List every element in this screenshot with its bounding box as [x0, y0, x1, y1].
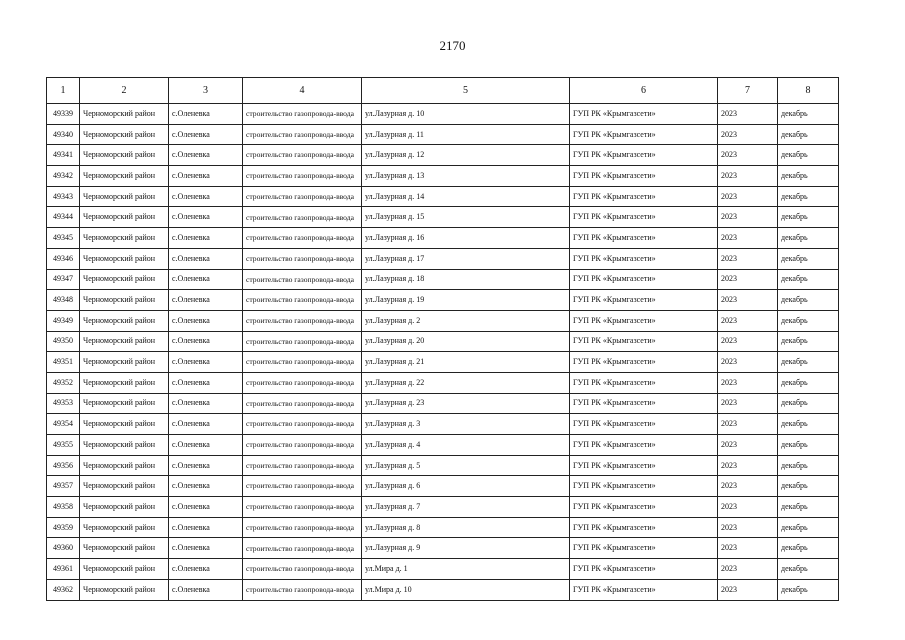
cell-year: 2023: [718, 166, 778, 187]
cell-month: декабрь: [778, 435, 839, 456]
cell-work-type: строительство газопровода-ввода: [243, 228, 362, 249]
cell-record-number: 49348: [47, 290, 80, 311]
cell-year: 2023: [718, 455, 778, 476]
cell-record-number: 49358: [47, 497, 80, 518]
cell-contractor: ГУП РК «Крымгазсети»: [570, 228, 718, 249]
cell-contractor: ГУП РК «Крымгазсети»: [570, 248, 718, 269]
column-header: 3: [169, 78, 243, 104]
cell-work-type: строительство газопровода-ввода: [243, 352, 362, 373]
cell-settlement: с.Оленевка: [169, 579, 243, 600]
cell-month: декабрь: [778, 414, 839, 435]
cell-month: декабрь: [778, 310, 839, 331]
column-header: 7: [718, 78, 778, 104]
column-header: 2: [80, 78, 169, 104]
cell-record-number: 49353: [47, 393, 80, 414]
cell-record-number: 49360: [47, 538, 80, 559]
cell-contractor: ГУП РК «Крымгазсети»: [570, 579, 718, 600]
cell-district: Черноморский район: [80, 497, 169, 518]
cell-district: Черноморский район: [80, 559, 169, 580]
cell-address: ул.Лазурная д. 16: [362, 228, 570, 249]
cell-work-type: строительство газопровода-ввода: [243, 476, 362, 497]
table-row: [47, 579, 839, 600]
cell-month: декабрь: [778, 290, 839, 311]
cell-contractor: ГУП РК «Крымгазсети»: [570, 393, 718, 414]
cell-work-type: строительство газопровода-ввода: [243, 186, 362, 207]
cell-work-type: строительство газопровода-ввода: [243, 104, 362, 125]
cell-contractor: ГУП РК «Крымгазсети»: [570, 414, 718, 435]
cell-district: Черноморский район: [80, 393, 169, 414]
cell-district: Черноморский район: [80, 186, 169, 207]
cell-year: 2023: [718, 331, 778, 352]
cell-address: ул.Лазурная д. 19: [362, 290, 570, 311]
cell-settlement: с.Оленевка: [169, 559, 243, 580]
cell-record-number: 49340: [47, 124, 80, 145]
cell-settlement: с.Оленевка: [169, 166, 243, 187]
cell-district: Черноморский район: [80, 207, 169, 228]
cell-year: 2023: [718, 517, 778, 538]
cell-settlement: с.Оленевка: [169, 455, 243, 476]
table-row: [47, 269, 839, 290]
column-header: 8: [778, 78, 839, 104]
cell-month: декабрь: [778, 579, 839, 600]
page-number: 2170: [439, 38, 466, 53]
cell-address: ул.Мира д. 10: [362, 579, 570, 600]
cell-record-number: 49355: [47, 435, 80, 456]
table-row: [47, 207, 839, 228]
cell-work-type: строительство газопровода-ввода: [243, 455, 362, 476]
cell-settlement: с.Оленевка: [169, 248, 243, 269]
cell-address: ул.Лазурная д. 7: [362, 497, 570, 518]
cell-district: Черноморский район: [80, 290, 169, 311]
cell-district: Черноморский район: [80, 331, 169, 352]
cell-address: ул.Лазурная д. 20: [362, 331, 570, 352]
table-row: [47, 393, 839, 414]
cell-settlement: с.Оленевка: [169, 331, 243, 352]
cell-settlement: с.Оленевка: [169, 207, 243, 228]
cell-address: ул.Лазурная д. 23: [362, 393, 570, 414]
cell-work-type: строительство газопровода-ввода: [243, 269, 362, 290]
cell-month: декабрь: [778, 517, 839, 538]
cell-work-type: строительство газопровода-ввода: [243, 310, 362, 331]
cell-year: 2023: [718, 414, 778, 435]
table-row: [47, 497, 839, 518]
cell-year: 2023: [718, 579, 778, 600]
table-row: [47, 331, 839, 352]
cell-month: декабрь: [778, 207, 839, 228]
column-header: 4: [243, 78, 362, 104]
cell-settlement: с.Оленевка: [169, 435, 243, 456]
cell-settlement: с.Оленевка: [169, 352, 243, 373]
cell-address: ул.Лазурная д. 15: [362, 207, 570, 228]
table-row: [47, 104, 839, 125]
cell-settlement: с.Оленевка: [169, 414, 243, 435]
table-row: [47, 372, 839, 393]
cell-contractor: ГУП РК «Крымгазсети»: [570, 455, 718, 476]
cell-contractor: ГУП РК «Крымгазсети»: [570, 145, 718, 166]
cell-settlement: с.Оленевка: [169, 186, 243, 207]
cell-month: декабрь: [778, 269, 839, 290]
table-header-row: [47, 78, 839, 104]
table-row: [47, 166, 839, 187]
cell-address: ул.Лазурная д. 21: [362, 352, 570, 373]
cell-settlement: с.Оленевка: [169, 104, 243, 125]
cell-record-number: 49349: [47, 310, 80, 331]
table-row: [47, 124, 839, 145]
cell-month: декабрь: [778, 559, 839, 580]
cell-year: 2023: [718, 207, 778, 228]
cell-settlement: с.Оленевка: [169, 145, 243, 166]
cell-month: декабрь: [778, 228, 839, 249]
cell-work-type: строительство газопровода-ввода: [243, 559, 362, 580]
table-row: [47, 310, 839, 331]
cell-address: ул.Лазурная д. 14: [362, 186, 570, 207]
cell-year: 2023: [718, 559, 778, 580]
cell-record-number: 49354: [47, 414, 80, 435]
cell-address: ул.Мира д. 1: [362, 559, 570, 580]
cell-district: Черноморский район: [80, 414, 169, 435]
cell-address: ул.Лазурная д. 22: [362, 372, 570, 393]
cell-address: ул.Лазурная д. 13: [362, 166, 570, 187]
cell-work-type: строительство газопровода-ввода: [243, 290, 362, 311]
cell-address: ул.Лазурная д. 2: [362, 310, 570, 331]
cell-month: декабрь: [778, 166, 839, 187]
cell-address: ул.Лазурная д. 9: [362, 538, 570, 559]
cell-work-type: строительство газопровода-ввода: [243, 207, 362, 228]
cell-district: Черноморский район: [80, 476, 169, 497]
cell-record-number: 49343: [47, 186, 80, 207]
table-row: [47, 455, 839, 476]
cell-year: 2023: [718, 228, 778, 249]
cell-contractor: ГУП РК «Крымгазсети»: [570, 124, 718, 145]
cell-address: ул.Лазурная д. 3: [362, 414, 570, 435]
cell-year: 2023: [718, 290, 778, 311]
cell-contractor: ГУП РК «Крымгазсети»: [570, 517, 718, 538]
cell-year: 2023: [718, 497, 778, 518]
cell-contractor: ГУП РК «Крымгазсети»: [570, 476, 718, 497]
cell-year: 2023: [718, 435, 778, 456]
cell-address: ул.Лазурная д. 11: [362, 124, 570, 145]
table-row: [47, 248, 839, 269]
table-body: [47, 104, 839, 601]
cell-contractor: ГУП РК «Крымгазсети»: [570, 207, 718, 228]
cell-district: Черноморский район: [80, 517, 169, 538]
cell-work-type: строительство газопровода-ввода: [243, 435, 362, 456]
table-row: [47, 186, 839, 207]
cell-settlement: с.Оленевка: [169, 228, 243, 249]
cell-contractor: ГУП РК «Крымгазсети»: [570, 290, 718, 311]
cell-contractor: ГУП РК «Крымгазсети»: [570, 435, 718, 456]
cell-district: Черноморский район: [80, 248, 169, 269]
cell-district: Черноморский район: [80, 269, 169, 290]
cell-month: декабрь: [778, 145, 839, 166]
cell-address: ул.Лазурная д. 10: [362, 104, 570, 125]
cell-record-number: 49345: [47, 228, 80, 249]
cell-settlement: с.Оленевка: [169, 497, 243, 518]
cell-contractor: ГУП РК «Крымгазсети»: [570, 497, 718, 518]
cell-record-number: 49347: [47, 269, 80, 290]
cell-record-number: 49342: [47, 166, 80, 187]
cell-work-type: строительство газопровода-ввода: [243, 517, 362, 538]
cell-address: ул.Лазурная д. 4: [362, 435, 570, 456]
cell-month: декабрь: [778, 455, 839, 476]
cell-year: 2023: [718, 104, 778, 125]
cell-settlement: с.Оленевка: [169, 538, 243, 559]
cell-work-type: строительство газопровода-ввода: [243, 331, 362, 352]
cell-record-number: 49346: [47, 248, 80, 269]
cell-year: 2023: [718, 476, 778, 497]
cell-work-type: строительство газопровода-ввода: [243, 414, 362, 435]
cell-contractor: ГУП РК «Крымгазсети»: [570, 269, 718, 290]
cell-settlement: с.Оленевка: [169, 124, 243, 145]
cell-district: Черноморский район: [80, 228, 169, 249]
cell-record-number: 49357: [47, 476, 80, 497]
column-header: 6: [570, 78, 718, 104]
cell-record-number: 49344: [47, 207, 80, 228]
cell-address: ул.Лазурная д. 12: [362, 145, 570, 166]
cell-address: ул.Лазурная д. 18: [362, 269, 570, 290]
cell-year: 2023: [718, 372, 778, 393]
cell-year: 2023: [718, 248, 778, 269]
cell-settlement: с.Оленевка: [169, 517, 243, 538]
cell-month: декабрь: [778, 497, 839, 518]
cell-record-number: 49361: [47, 559, 80, 580]
cell-district: Черноморский район: [80, 435, 169, 456]
cell-month: декабрь: [778, 538, 839, 559]
cell-month: декабрь: [778, 476, 839, 497]
cell-address: ул.Лазурная д. 8: [362, 517, 570, 538]
cell-year: 2023: [718, 186, 778, 207]
cell-record-number: 49351: [47, 352, 80, 373]
cell-month: декабрь: [778, 124, 839, 145]
cell-work-type: строительство газопровода-ввода: [243, 248, 362, 269]
cell-record-number: 49359: [47, 517, 80, 538]
cell-work-type: строительство газопровода-ввода: [243, 538, 362, 559]
cell-address: ул.Лазурная д. 17: [362, 248, 570, 269]
registry-table: [46, 77, 839, 601]
cell-settlement: с.Оленевка: [169, 290, 243, 311]
cell-contractor: ГУП РК «Крымгазсети»: [570, 352, 718, 373]
cell-record-number: 49352: [47, 372, 80, 393]
cell-work-type: строительство газопровода-ввода: [243, 372, 362, 393]
cell-district: Черноморский район: [80, 104, 169, 125]
cell-work-type: строительство газопровода-ввода: [243, 145, 362, 166]
cell-settlement: с.Оленевка: [169, 269, 243, 290]
cell-district: Черноморский район: [80, 538, 169, 559]
cell-work-type: строительство газопровода-ввода: [243, 124, 362, 145]
cell-contractor: ГУП РК «Крымгазсети»: [570, 310, 718, 331]
cell-district: Черноморский район: [80, 166, 169, 187]
cell-month: декабрь: [778, 372, 839, 393]
cell-district: Черноморский район: [80, 124, 169, 145]
cell-year: 2023: [718, 393, 778, 414]
cell-settlement: с.Оленевка: [169, 476, 243, 497]
table-row: [47, 145, 839, 166]
cell-contractor: ГУП РК «Крымгазсети»: [570, 104, 718, 125]
cell-year: 2023: [718, 352, 778, 373]
cell-month: декабрь: [778, 186, 839, 207]
cell-district: Черноморский район: [80, 372, 169, 393]
cell-year: 2023: [718, 124, 778, 145]
table-row: [47, 228, 839, 249]
cell-record-number: 49339: [47, 104, 80, 125]
table-row: [47, 435, 839, 456]
cell-district: Черноморский район: [80, 310, 169, 331]
cell-contractor: ГУП РК «Крымгазсети»: [570, 186, 718, 207]
cell-district: Черноморский район: [80, 455, 169, 476]
cell-settlement: с.Оленевка: [169, 393, 243, 414]
cell-year: 2023: [718, 269, 778, 290]
cell-settlement: с.Оленевка: [169, 310, 243, 331]
table-row: [47, 538, 839, 559]
cell-month: декабрь: [778, 352, 839, 373]
table-row: [47, 517, 839, 538]
cell-month: декабрь: [778, 104, 839, 125]
cell-contractor: ГУП РК «Крымгазсети»: [570, 331, 718, 352]
cell-record-number: 49362: [47, 579, 80, 600]
cell-address: ул.Лазурная д. 5: [362, 455, 570, 476]
cell-work-type: строительство газопровода-ввода: [243, 579, 362, 600]
cell-district: Черноморский район: [80, 579, 169, 600]
table-row: [47, 352, 839, 373]
cell-address: ул.Лазурная д. 6: [362, 476, 570, 497]
cell-contractor: ГУП РК «Крымгазсети»: [570, 559, 718, 580]
cell-work-type: строительство газопровода-ввода: [243, 166, 362, 187]
cell-year: 2023: [718, 538, 778, 559]
cell-contractor: ГУП РК «Крымгазсети»: [570, 372, 718, 393]
cell-work-type: строительство газопровода-ввода: [243, 497, 362, 518]
cell-contractor: ГУП РК «Крымгазсети»: [570, 538, 718, 559]
column-header: 1: [47, 78, 80, 104]
table-row: [47, 559, 839, 580]
cell-month: декабрь: [778, 331, 839, 352]
cell-record-number: 49350: [47, 331, 80, 352]
cell-year: 2023: [718, 310, 778, 331]
table-row: [47, 290, 839, 311]
cell-year: 2023: [718, 145, 778, 166]
table-row: [47, 476, 839, 497]
column-header: 5: [362, 78, 570, 104]
cell-district: Черноморский район: [80, 145, 169, 166]
cell-settlement: с.Оленевка: [169, 372, 243, 393]
cell-district: Черноморский район: [80, 352, 169, 373]
cell-contractor: ГУП РК «Крымгазсети»: [570, 166, 718, 187]
cell-month: декабрь: [778, 393, 839, 414]
cell-month: декабрь: [778, 248, 839, 269]
table-row: [47, 414, 839, 435]
cell-record-number: 49356: [47, 455, 80, 476]
cell-work-type: строительство газопровода-ввода: [243, 393, 362, 414]
cell-record-number: 49341: [47, 145, 80, 166]
